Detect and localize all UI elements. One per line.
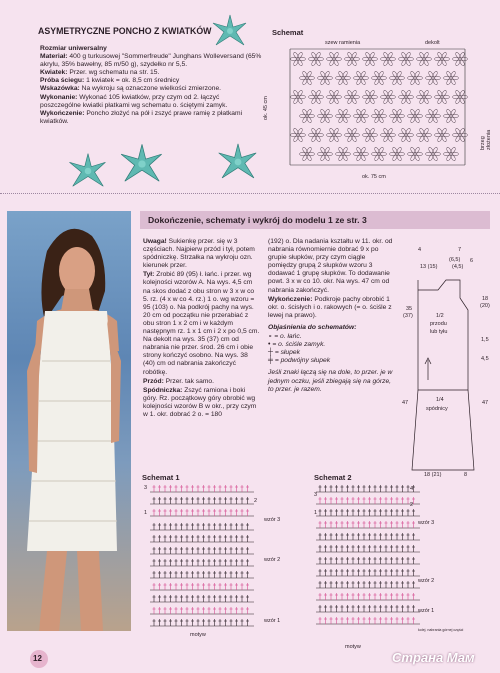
flower-motif <box>300 71 315 86</box>
s2-row-4: 4 <box>410 486 414 492</box>
instructions-col-1: Uwaga! Sukienkę przer. się w 3 częściach. Najpierw przód i tył, potem spódniczkę. Strzałka na wykroju ozn. kierunek przer. Tył: Zrobić 89 (95) ł. łańc. i przer. wg kolejności wzorów A. Na wys. 4,5 cm na skos dodać z obu stron w 3 x w co 5. rz. (4 x w co 4. rz.) 1 o. wg wzoru = 95 (103) o. Na podkrój pachy na wys. 20 cm od początku nie przerabiać z obu stron 1 x 2 cm i w każdym następnym rz. 1 x 1 cm i 2 x po 0,5 cm. Na dekolt na wys. 35 (37) cm od nabrania nie przer. środ. 26 cm i obie strony kończyć osobno. Na wys. 38 (40) cm od nabrania zakończyć robótkę. Przód: Przer. tak samo. Spódniczka: Zszyć ramiona i boki góry. Rz. początkowy góry obrobić wg kolejności wzorów B w okr., przy czym w 1. okr. dobrać 2 o. = 180 <box>143 238 260 418</box>
flower-motif <box>300 109 315 124</box>
flower-motif <box>318 147 333 162</box>
stitch-row <box>316 533 420 540</box>
stitch-row <box>316 557 420 564</box>
watermark: Страна Мам <box>392 650 475 665</box>
pattern-num: 6 <box>470 258 474 264</box>
material-para: Materiał: 400 g turkusowej "Sommerfreude" Junghans Wolleversand (65% akrylu, 35% bawełny, 85 m/50 g), szydełko nr 5,5. <box>40 53 262 69</box>
legend-item: ∘ = o. łańc. <box>268 333 302 341</box>
flower-motif <box>327 90 342 105</box>
flower-motif <box>291 90 306 105</box>
flower-motif <box>444 147 459 162</box>
page-number: 12 <box>33 654 42 663</box>
s1-row-1: 1 <box>144 510 148 516</box>
flower-motif <box>426 71 441 86</box>
pattern-num: (6,5) <box>449 257 461 263</box>
flower-motif <box>408 109 423 124</box>
stitch-row <box>316 593 420 600</box>
pattern-quarter: 1/4 <box>436 397 444 403</box>
stitch-row <box>150 497 254 504</box>
flower-icon <box>213 140 263 184</box>
stitch-row <box>150 595 254 602</box>
flower-motif <box>345 52 360 67</box>
legend-item: ╪ = podwójny słupek <box>268 357 331 365</box>
stitch-row <box>316 605 420 612</box>
shoulder-label: szew ramienia <box>325 40 361 46</box>
stitch-row <box>316 545 420 552</box>
stitch-row <box>150 535 254 542</box>
pattern-47b: 47 <box>482 400 489 406</box>
legend-item: ┼ = słupek <box>268 349 300 357</box>
flower-motif <box>399 52 414 67</box>
flower-motif <box>372 147 387 162</box>
stitch-row <box>150 523 254 530</box>
flower-motif <box>327 128 342 143</box>
pattern-47: 47 <box>402 400 409 406</box>
section-heading: Dokończenie, schematy i wykrój do modelu 1 ze str. 3 <box>148 215 367 225</box>
stitch-row <box>316 581 420 588</box>
flower-motif <box>309 52 324 67</box>
pattern-35: 35 <box>406 306 413 312</box>
fold-label: brzeg złożenia <box>480 129 492 150</box>
pattern-num: 4 <box>418 247 422 253</box>
flower-motif <box>426 147 441 162</box>
flower-motif <box>345 128 360 143</box>
schemat1-chart <box>146 482 296 630</box>
flower-motif <box>354 71 369 86</box>
stitch-row <box>150 547 254 554</box>
pattern-back: lub tyłu <box>430 329 448 335</box>
pattern-8: 8 <box>464 472 468 478</box>
flower-motif <box>417 52 432 67</box>
flower-motif <box>327 52 342 67</box>
s1-row-3: 3 <box>144 485 148 491</box>
neck-label: dekolt <box>425 40 440 46</box>
flower-motif <box>390 109 405 124</box>
s2-row-2: 2 <box>410 502 414 508</box>
stitch-row <box>316 617 420 624</box>
flower-motif <box>426 109 441 124</box>
stitch-row <box>150 619 254 626</box>
pattern-20: (20) <box>480 303 490 309</box>
stitch-row <box>316 485 420 492</box>
finish-para: Wykończenie: Poncho złożyć na pół i zszyć prawe ramię z płatkami kwiatków. <box>40 109 243 125</box>
flower-motif <box>408 147 423 162</box>
flower-icon <box>208 13 252 49</box>
flower-motif <box>390 147 405 162</box>
flower-motif <box>399 128 414 143</box>
flower-motif <box>417 90 432 105</box>
s1-w3: wzór 3 <box>264 517 281 523</box>
size-label: Rozmiar uniwersalny <box>40 45 107 52</box>
pattern-front: przodu <box>430 321 447 327</box>
pattern-45: 4,5 <box>481 356 489 362</box>
height-label: ok. 45 cm <box>263 96 269 120</box>
s2-w1: wzór 1 <box>418 608 435 614</box>
flower-motif <box>336 147 351 162</box>
pattern-half: 1/2 <box>436 313 444 319</box>
stitch-row <box>316 509 420 516</box>
stitch-row <box>150 559 254 566</box>
pattern-skirt: spódnicy <box>426 406 448 412</box>
flower-motif <box>444 109 459 124</box>
flower-motif <box>345 90 360 105</box>
flower-motif <box>336 109 351 124</box>
flower-motif <box>354 109 369 124</box>
flower-motif <box>381 128 396 143</box>
making-para: Wykonanie: Wykonać 105 kwiatków, przy czym od 2. łączyć poszczególne kwiatki płatkami wg schematu o. ściętymi zamyk. <box>40 93 228 109</box>
s2-edge: kolej. nabrania górnej części <box>418 628 464 632</box>
flower-motif <box>363 52 378 67</box>
schemat-top-title: Schemat <box>272 28 304 37</box>
pattern-num: 13 (15) <box>420 264 438 270</box>
s1-motif: motyw <box>190 632 206 638</box>
gauge-para: Próba ściegu: 1 kwiatek = ok. 8,5 cm średnicy <box>40 77 180 85</box>
flower-motif <box>390 71 405 86</box>
flower-motif <box>336 71 351 86</box>
stitch-row <box>150 509 254 516</box>
stitch-row <box>150 583 254 590</box>
flower-motif <box>399 90 414 105</box>
s2-row-3: 3 <box>314 492 318 498</box>
flower-motif <box>309 90 324 105</box>
flower-motif <box>363 90 378 105</box>
pattern-num: (4,5) <box>452 264 464 270</box>
pattern-bottom: 18 (21) <box>424 472 442 478</box>
s1-w2: wzór 2 <box>264 557 281 563</box>
flower-motif <box>291 52 306 67</box>
flower-motif <box>444 71 459 86</box>
stitch-row <box>150 485 254 492</box>
flower-motif <box>435 128 450 143</box>
flower-icon <box>64 150 112 192</box>
pattern-num: 7 <box>458 247 462 253</box>
s1-w1: wzór 1 <box>264 618 281 624</box>
s2-row-1: 1 <box>314 510 318 516</box>
flower-para: Kwiatek: Przer. wg schematu na str. 15. <box>40 69 160 77</box>
flower-motif <box>309 128 324 143</box>
model-photo <box>7 211 131 631</box>
pattern-18: 18 <box>482 296 489 302</box>
stitch-row <box>150 607 254 614</box>
flower-motif <box>417 128 432 143</box>
stitch-row <box>316 521 420 528</box>
hint-para: Wskazówka: Na wykroju są oznaczone wielkości zmierzone. <box>40 85 222 93</box>
flower-motif <box>408 71 423 86</box>
s2-w2: wzór 2 <box>418 578 435 584</box>
pattern-37: (37) <box>403 313 413 319</box>
flower-motif <box>435 52 450 67</box>
poncho-title: ASYMETRYCZNE PONCHO Z KWIATKÓW <box>38 26 212 36</box>
stitch-row <box>316 569 420 576</box>
flower-motif <box>372 109 387 124</box>
flower-motif <box>363 128 378 143</box>
flower-motif <box>381 52 396 67</box>
schemat2-chart <box>312 482 462 630</box>
stitch-row <box>316 497 420 504</box>
schemat1-title: Schemat 1 <box>142 473 180 482</box>
flower-motif <box>381 90 396 105</box>
pattern-15: 1,5 <box>481 337 489 343</box>
s2-w3: wzór 3 <box>418 520 435 526</box>
top-divider <box>0 193 500 194</box>
flower-motif <box>435 90 450 105</box>
poncho-chart <box>270 45 485 170</box>
legend-item: • = o. ściśle zamyk. <box>268 341 326 349</box>
flower-motif <box>291 128 306 143</box>
flower-motif <box>354 147 369 162</box>
instructions-col-2: (192) o. Dla nadania kształtu w 11. okr. od nabrania równomiernie dobrać 9 x po grupie słupków, przy czym ciągle pomiędzy grupą 2 słupków wzoru 3 dodawać 1 grupę słupków. To dodawanie powt. 3 x w co 10. okr. Na wys. 47 cm od nabrania zakończyć. Wykończenie: Podkroje pachy obrobić 1 okr. o. ścisłych i o. rakowych (= o. ściśle z lewej na prawo). Objaśnienia do schematów: ∘ = o. łańc. • = o. ściśle zamyk. ┼ = słupek ╪ = podwójny słupek Jeśli znaki łączą się na dole, to przer. je w jednym oczku, jeśli zbiegają się na górze, to przer. je razem. <box>268 238 393 393</box>
flower-motif <box>372 71 387 86</box>
width-label: ok. 75 cm <box>362 174 386 180</box>
flower-motif <box>318 109 333 124</box>
s1-row-2: 2 <box>254 498 258 504</box>
flower-motif <box>318 71 333 86</box>
schemat2-title: Schemat 2 <box>314 473 352 482</box>
flower-icon <box>115 140 169 188</box>
stitch-row <box>150 571 254 578</box>
flower-motif <box>300 147 315 162</box>
s2-motif: motyw <box>345 644 361 650</box>
